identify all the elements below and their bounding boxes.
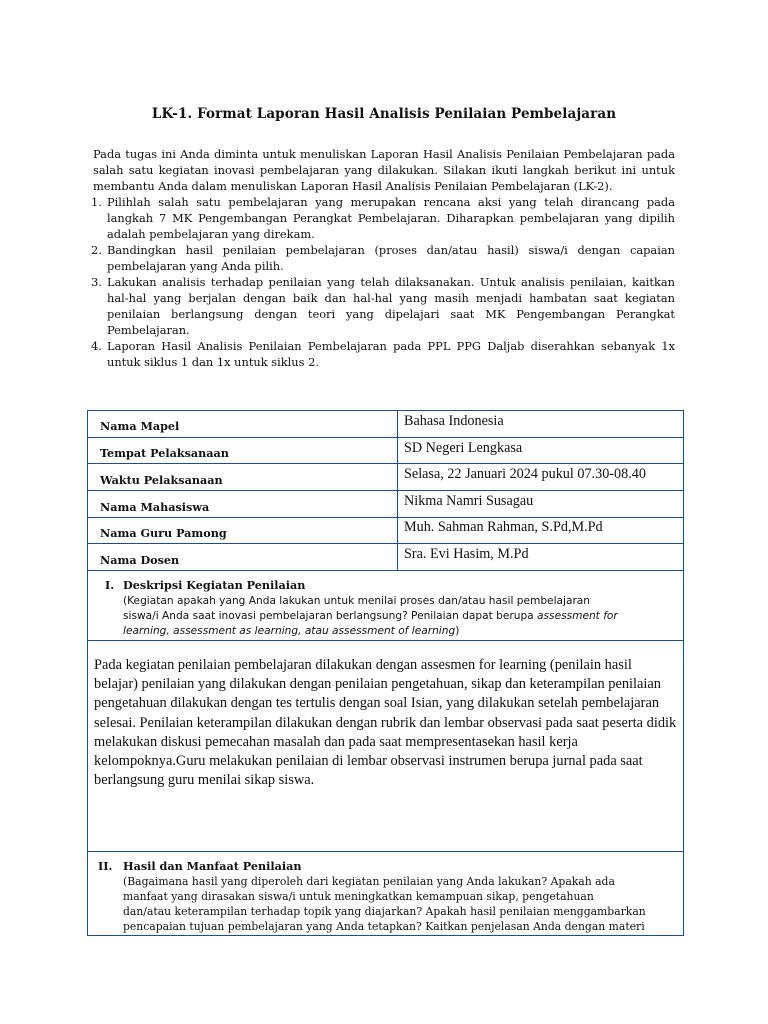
instructions xyxy=(93,146,675,370)
section-number: II. xyxy=(98,859,113,873)
field-label-waktu: Waktu Pelaksanaan xyxy=(100,473,223,487)
field-label-mahasiswa: Nama Mahasiswa xyxy=(100,500,210,514)
field-value-mahasiswa: Nikma Namri Susagau xyxy=(404,493,534,509)
field-value-waktu: Selasa, 22 Januari 2024 pukul 07.30-08.40 xyxy=(404,466,646,482)
field-value-tempat: SD Negeri Lengkasa xyxy=(404,440,523,456)
step-number: 4. xyxy=(91,339,102,353)
step-number: 3. xyxy=(91,275,102,289)
steps-list xyxy=(93,194,675,370)
note-italic: assessment for xyxy=(537,610,618,622)
field-label-dosen: Nama Dosen xyxy=(100,553,180,567)
row-divider xyxy=(88,543,683,544)
intro-paragraph: Pada tugas ini Anda diminta untuk menuliskan Laporan Hasil Analisis Penilaian Pembelajaran pada salah satu kegiatan inovasi pembelajaran yang dilakukan. Silakan ikuti langkah berikut ini untuk membantu Anda dalam menuliskan Laporan Hasil Analisis Penilaian Pembelajaran (LK-2). xyxy=(93,147,675,193)
list-item xyxy=(93,338,675,370)
row-divider xyxy=(88,570,683,571)
step-text: Bandingkan hasil penilaian pembelajaran (proses dan/atau hasil) siswa/i dengan capaian pembelajaran yang Anda pilih. xyxy=(107,243,675,273)
note-italic: learning, assessment as learning, atau assessment of learning xyxy=(123,625,456,637)
field-label-mapel: Nama Mapel xyxy=(100,419,180,433)
section-answer: Pada kegiatan penilaian pembelajaran dilakukan dengan assesmen for learning (penilain hasil belajar) penilaian yang dilakukan dengan penilaian pengetahuan, sikap dan keterampilan penilaian pengetahuan dilakukan dengan tes tertulis dengan soal Isian, yang dilakukan setelah pembelajaran selesai. Penilaian keterampilan dilakukan dengan rubrik dan lembar observasi pada saat peserta didik melakukan diskusi pemecahan masalah dan pada saat mempresentasekan hasil kerja kelompoknya.Guru melakukan penilaian di lembar observasi instrumen berupa jurnal pada saat berlangsung guru menilai sikap siswa. xyxy=(94,657,677,789)
note-line: (Bagaimana hasil yang diperoleh dari kegiatan penilaian yang Anda lakukan? Apakah ada xyxy=(123,875,615,888)
note-line xyxy=(123,609,683,624)
row-divider xyxy=(88,851,683,852)
step-text: Pilihlah salah satu pembelajaran yang merupakan rencana aksi yang telah dirancang pada langkah 7 MK Pengembangan Perangkat Pembelajaran. Diharapkan pembelajaran yang dipilih adalah pembelajaran yang direkam. xyxy=(107,195,675,241)
note-line: manfaat yang dirasakan siswa/i untuk meningkatkan kemampuan sikap, pengetahuan xyxy=(123,890,594,903)
row-divider xyxy=(88,490,683,491)
step-number: 1. xyxy=(91,195,102,209)
note-line xyxy=(123,624,683,639)
field-label-tempat: Tempat Pelaksanaan xyxy=(100,446,229,460)
list-item xyxy=(93,274,675,338)
section-number: I. xyxy=(105,578,115,592)
section-heading: Hasil dan Manfaat Penilaian xyxy=(123,859,302,873)
row-divider xyxy=(88,463,683,464)
note-text: ) xyxy=(455,625,460,637)
section-heading: Deskripsi Kegiatan Penilaian xyxy=(123,578,306,592)
row-divider xyxy=(88,517,683,518)
note-line: (Kegiatan apakah yang Anda lakukan untuk menilai proses dan/atau hasil pembelajaran xyxy=(123,595,591,607)
note-text: siswa/i Anda saat inovasi pembelajaran berlangsung? Penilaian dapat berupa xyxy=(123,610,538,622)
report-table xyxy=(87,410,684,936)
list-item xyxy=(93,194,675,242)
row-divider xyxy=(88,640,683,641)
step-number: 2. xyxy=(91,243,102,257)
note-line: dan/atau keterampilan terhadap topik yang diajarkan? Apakah hasil penilaian menggambarkan xyxy=(123,905,646,918)
field-value-guru-pamong: Muh. Sahman Rahman, S.Pd,M.Pd xyxy=(404,519,603,535)
row-divider xyxy=(88,437,683,438)
column-divider xyxy=(397,411,398,570)
list-item xyxy=(93,242,675,274)
document-title: LK-1. Format Laporan Hasil Analisis Penilaian Pembelajaran xyxy=(151,106,617,122)
step-text: Lakukan analisis terhadap penilaian yang telah dilaksanakan. Untuk analisis penilaian, kaitkan hal-hal yang berjalan dengan baik dan hal-hal yang masih menjadi hambatan saat kegiatan penilaian berlangsung dengan teori yang dipelajari saat MK Pengembangan Perangkat Pembelajaran. xyxy=(107,275,675,337)
section-note xyxy=(123,874,683,934)
step-text: Laporan Hasil Analisis Penilaian Pembelajaran pada PPL PPG Daljab diserahkan sebanyak 1x untuk siklus 1 dan 1x untuk siklus 2. xyxy=(107,339,675,369)
field-label-guru-pamong: Nama Guru Pamong xyxy=(100,526,227,540)
note-line: pencapaian tujuan pembelajaran yang Anda tetapkan? Kaitkan penjelasan Anda dengan materi xyxy=(123,920,645,933)
section-note xyxy=(123,594,683,639)
field-value-dosen: Sra. Evi Hasim, M.Pd xyxy=(404,546,529,562)
field-value-mapel: Bahasa Indonesia xyxy=(404,413,504,429)
